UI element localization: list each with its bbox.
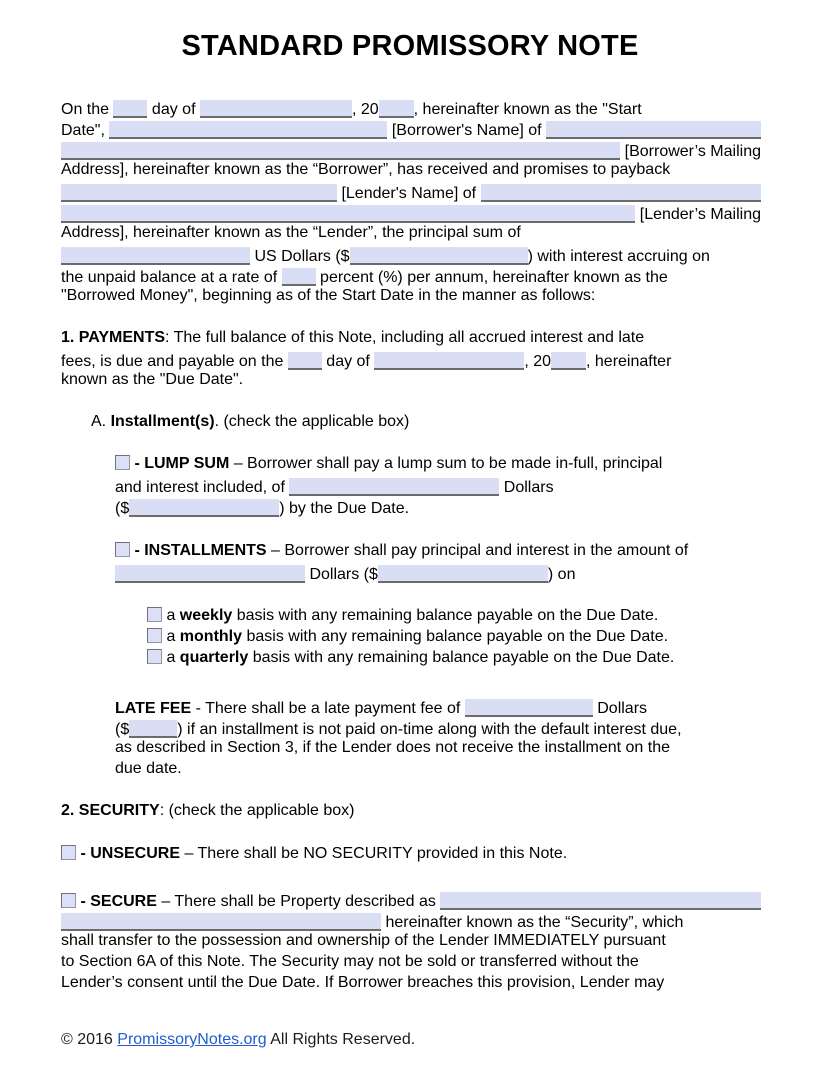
text-run: – There shall be NO SECURITY provided in this Note. — [180, 845, 568, 862]
text-run: as described in Section 3, if the Lender does not receive the installment on the — [115, 739, 671, 756]
unsecure-clause — [61, 843, 761, 864]
text-run: day of — [321, 353, 375, 370]
security-section — [61, 800, 761, 821]
text-line — [147, 605, 761, 626]
text-line — [61, 909, 761, 930]
document-body — [61, 96, 761, 993]
text-line — [115, 495, 761, 516]
text-run: percent (%) per annum, hereinafter known as the — [315, 269, 668, 286]
blank-field[interactable] — [374, 352, 524, 370]
text-run: . (check the applicable box) — [214, 413, 410, 430]
text-line — [147, 626, 761, 647]
text-run: weekly — [179, 607, 233, 624]
checkbox[interactable] — [115, 542, 130, 557]
text-line — [61, 285, 761, 306]
text-run: known as the "Due Date". — [61, 371, 244, 388]
blank-field[interactable] — [61, 913, 381, 931]
text-run: "Borrowed Money", beginning as of the Start Date in the manner as follows: — [61, 287, 596, 304]
text-run: basis with any remaining balance payable on the Due Date. — [248, 649, 675, 666]
blank-field[interactable] — [378, 565, 548, 583]
installments-clause — [115, 540, 761, 582]
text-run: 2. SECURITY — [61, 802, 160, 819]
blank-field[interactable] — [282, 268, 316, 286]
blank-field[interactable] — [113, 100, 147, 118]
text-run: Dollars ($ — [305, 566, 378, 583]
text-line — [61, 843, 761, 864]
installments-heading — [91, 411, 761, 432]
text-line — [61, 369, 761, 390]
lump-sum-clause — [115, 453, 761, 516]
text-run: , 20 — [524, 353, 552, 370]
text-run: 1. PAYMENTS — [61, 329, 166, 346]
blank-field[interactable] — [200, 100, 352, 118]
text-run: US Dollars ($ — [250, 248, 350, 265]
text-line — [61, 201, 761, 222]
footer — [61, 1031, 415, 1049]
text-run: , hereinafter known as the "Start — [413, 101, 642, 118]
text-run: Date", — [61, 122, 110, 139]
text-line — [115, 540, 761, 561]
late-fee-clause — [115, 695, 761, 779]
text-run: [Borrower's Name] of — [387, 122, 547, 139]
text-line — [61, 96, 761, 117]
checkbox[interactable] — [61, 845, 76, 860]
text-run: due date. — [115, 760, 182, 777]
text-run: ) on — [547, 566, 576, 583]
text-run: day of — [147, 101, 200, 118]
text-run: a — [162, 628, 180, 645]
text-line — [115, 716, 761, 737]
checkbox[interactable] — [61, 893, 76, 908]
text-run: monthly — [179, 628, 243, 645]
blank-field[interactable] — [61, 205, 635, 223]
blank-field[interactable] — [115, 565, 305, 583]
text-run: Dollars — [499, 479, 554, 496]
text-line — [61, 800, 761, 821]
text-run: Installment(s) — [110, 413, 215, 430]
text-run: fees, is due and payable on the — [61, 353, 288, 370]
text-run: [Lender's Name] of — [337, 185, 481, 202]
text-line — [61, 222, 761, 243]
blank-field[interactable] — [288, 352, 322, 370]
text-run: ) with interest accruing on — [527, 248, 710, 265]
text-run: – Borrower shall pay a lump sum to be made in-full, principal — [229, 455, 663, 472]
payments-section — [61, 327, 761, 390]
text-line — [61, 348, 761, 369]
text-run: - INSTALLMENTS — [134, 542, 267, 559]
checkbox[interactable] — [115, 455, 130, 470]
text-run: Dollars — [592, 700, 648, 717]
text-run: A. — [91, 413, 111, 430]
blank-field[interactable] — [129, 499, 279, 517]
text-run: Address], hereinafter known as the “Borrower”, has received and promises to payback — [61, 161, 671, 178]
text-run: a — [162, 649, 180, 666]
text-run: hereinafter known as the “Security”, which — [381, 914, 684, 931]
text-line — [115, 695, 761, 716]
text-line — [61, 327, 761, 348]
text-run: shall transfer to the possession and ownership of the Lender IMMEDIATELY pursuant — [61, 932, 666, 949]
text-line — [61, 951, 761, 972]
blank-field[interactable] — [379, 100, 414, 118]
text-run: Lender’s consent until the Due Date. If Borrower breaches this provision, Lender may — [61, 974, 665, 991]
text-run: - There shall be a late payment fee of — [191, 700, 465, 717]
text-line — [115, 737, 761, 758]
blank-field[interactable] — [129, 720, 177, 738]
text-line — [61, 888, 761, 909]
text-line — [115, 453, 761, 474]
intro-paragraph — [61, 96, 761, 306]
copyright-text: © 2016 — [61, 1031, 118, 1048]
text-run: – There shall be Property described as — [156, 893, 441, 910]
checkbox[interactable] — [147, 607, 162, 622]
text-line — [61, 117, 761, 138]
text-run: - SECURE — [80, 893, 157, 910]
text-run: LATE FEE — [115, 700, 192, 717]
text-line — [61, 159, 761, 180]
rights-text: All Rights Reserved. — [266, 1031, 416, 1048]
secure-clause — [61, 888, 761, 993]
text-run: , 20 — [351, 101, 379, 118]
checkbox[interactable] — [147, 649, 162, 664]
text-run: – Borrower shall pay principal and interest in the amount of — [266, 542, 689, 559]
text-run: : (check the applicable box) — [159, 802, 355, 819]
text-run: - LUMP SUM — [134, 455, 230, 472]
promissorynotes-link[interactable]: PromissoryNotes.org — [117, 1031, 267, 1048]
checkbox[interactable] — [147, 628, 162, 643]
frequency-options — [147, 605, 761, 668]
text-line — [61, 930, 761, 951]
text-run: ) by the Due Date. — [279, 500, 410, 517]
blank-field[interactable] — [546, 121, 761, 139]
text-line — [115, 758, 761, 779]
blank-field[interactable] — [350, 247, 528, 265]
text-line — [61, 972, 761, 993]
text-run: to Section 6A of this Note. The Security may not be sold or transferred without the — [61, 953, 639, 970]
text-run: ) if an installment is not paid on-time along with the default interest due, — [177, 721, 682, 738]
text-run: [Lender’s Mailing — [635, 206, 761, 223]
text-line — [147, 647, 761, 668]
text-line — [61, 243, 761, 264]
blank-field[interactable] — [61, 142, 620, 160]
blank-field[interactable] — [61, 247, 250, 265]
blank-field[interactable] — [61, 184, 337, 202]
blank-field[interactable] — [551, 352, 586, 370]
blank-field[interactable] — [481, 184, 761, 202]
text-run: - UNSECURE — [80, 845, 181, 862]
text-run: On the — [61, 101, 114, 118]
text-run: , hereinafter — [586, 353, 672, 370]
text-run: a — [162, 607, 180, 624]
text-run: Address], hereinafter known as the “Lender”, the principal sum of — [61, 224, 521, 241]
text-run: [Borrower’s Mailing — [620, 143, 761, 160]
document-title: STANDARD PROMISSORY NOTE — [181, 30, 639, 62]
blank-field[interactable] — [109, 121, 387, 139]
text-run: basis with any remaining balance payable on the Due Date. — [242, 628, 669, 645]
blank-field[interactable] — [440, 892, 761, 910]
text-line — [91, 411, 761, 432]
text-line — [115, 561, 761, 582]
text-run: ($ — [115, 500, 130, 517]
blank-field[interactable] — [465, 699, 593, 717]
text-line — [115, 474, 761, 495]
text-run: quarterly — [179, 649, 249, 666]
text-line — [61, 264, 761, 285]
text-run: : The full balance of this Note, including all accrued interest and late — [165, 329, 645, 346]
blank-field[interactable] — [289, 478, 499, 496]
text-run: ($ — [115, 721, 130, 738]
text-run: and interest included, of — [115, 479, 290, 496]
text-line — [61, 138, 761, 159]
text-run: basis with any remaining balance payable on the Due Date. — [232, 607, 659, 624]
text-line — [61, 180, 761, 201]
text-run: the unpaid balance at a rate of — [61, 269, 282, 286]
